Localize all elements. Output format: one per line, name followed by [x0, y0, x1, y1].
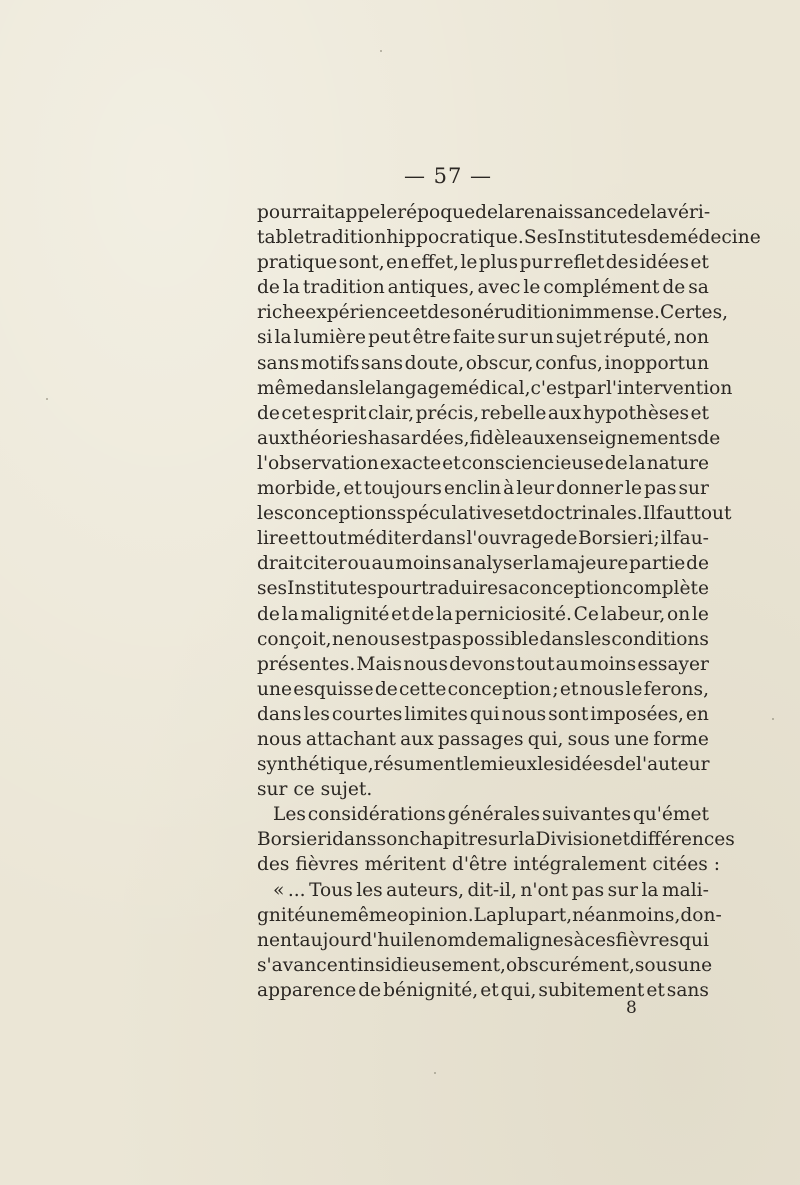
word: sans	[360, 352, 404, 374]
word: mieux	[480, 754, 538, 776]
word: de	[257, 277, 280, 299]
word: et	[559, 678, 579, 700]
word: Certes,	[659, 302, 729, 324]
word: réputé,	[603, 327, 672, 349]
signature-mark: 8	[626, 998, 637, 1018]
word: antiques,	[387, 277, 475, 299]
word: de	[475, 202, 498, 223]
word: opinion.	[397, 904, 474, 926]
word: nous	[501, 703, 547, 725]
word: des	[605, 252, 639, 274]
word: au	[555, 653, 579, 675]
word: les	[257, 503, 284, 525]
word: à	[573, 929, 585, 951]
word: riche	[257, 302, 306, 324]
word: nature	[646, 452, 709, 474]
word: morbide,	[257, 478, 342, 500]
word: enclin	[443, 478, 502, 500]
word: de	[358, 979, 382, 1001]
word: qui,	[500, 979, 537, 1001]
word: époque	[406, 202, 476, 223]
word: aux	[257, 427, 291, 449]
text-line: des fièvres méritent d'être intégralement citées :	[257, 854, 720, 876]
word: générales	[447, 804, 541, 826]
text-line	[257, 300, 729, 325]
word: le	[407, 929, 425, 951]
word: dit-il,	[467, 879, 517, 901]
word: courtes	[331, 703, 403, 725]
word: qui,	[527, 728, 564, 750]
word: Ce	[573, 603, 599, 625]
word: perniciosité.	[454, 603, 572, 625]
word: tradition	[304, 227, 387, 249]
word: Les	[273, 804, 306, 826]
word: renaissance	[515, 202, 628, 223]
word: obscur,	[465, 352, 534, 374]
word: sujet	[555, 327, 602, 349]
word: sur	[607, 879, 638, 901]
word: de	[427, 302, 451, 324]
word: le	[691, 603, 709, 625]
word: plupart,	[497, 904, 573, 926]
text-line	[257, 752, 709, 777]
text-line	[257, 200, 709, 225]
text-line	[257, 275, 709, 300]
word: une	[305, 904, 341, 926]
word: Il	[642, 503, 656, 525]
word: et	[391, 603, 410, 625]
word: la	[281, 603, 299, 625]
word: leur	[516, 478, 555, 500]
word: de	[613, 754, 637, 776]
word: au	[371, 553, 395, 575]
word: c'est	[530, 377, 575, 399]
word: si	[257, 327, 273, 349]
word: lumière	[293, 327, 367, 349]
word: et	[480, 979, 499, 1001]
word: sans	[666, 979, 709, 1001]
word: table	[257, 227, 305, 249]
word: donner	[556, 478, 624, 500]
word: de	[465, 929, 489, 951]
word: la	[274, 327, 292, 349]
word: spéculatives	[396, 503, 513, 525]
word: doctrinales.	[531, 503, 643, 525]
word: chapitre	[409, 829, 489, 851]
word: néanmoins,	[572, 904, 681, 926]
word: nous	[403, 653, 448, 675]
word: la	[628, 452, 646, 474]
paper-speck	[380, 50, 382, 52]
word: hasardées,	[367, 427, 470, 449]
word: sans	[257, 352, 300, 374]
word: hypothèses	[582, 402, 689, 424]
word: la	[533, 553, 551, 575]
word: de	[662, 277, 686, 299]
word: érudition	[483, 302, 570, 324]
text-line	[257, 225, 761, 250]
word: idées	[563, 754, 614, 776]
word: résument	[373, 754, 464, 776]
word: analyser	[452, 553, 533, 575]
word: consciencieuse	[461, 452, 604, 474]
word: même	[257, 377, 315, 399]
word: moins	[579, 653, 637, 675]
word: est	[400, 628, 429, 650]
word: une	[257, 678, 292, 700]
word: clair,	[367, 402, 415, 424]
word: et	[611, 829, 630, 851]
word: non	[673, 327, 709, 349]
word: la	[650, 202, 668, 223]
word: complément	[543, 277, 660, 299]
paper-speck	[434, 1072, 436, 1074]
word: idées	[639, 252, 690, 274]
word: ou	[347, 553, 371, 575]
word: doute,	[404, 352, 465, 374]
word: drait	[257, 553, 303, 575]
word: forme	[653, 728, 709, 750]
word: et	[408, 302, 428, 324]
word: le	[625, 678, 643, 700]
paper-speck	[772, 718, 774, 720]
word: de	[604, 452, 628, 474]
word: nent	[257, 929, 300, 951]
word: ;	[653, 528, 660, 550]
word: à	[503, 478, 515, 500]
word: sous	[634, 954, 678, 976]
word: véri-	[667, 202, 711, 223]
text-line	[257, 953, 713, 978]
word: dans	[314, 377, 359, 399]
word: et	[690, 402, 709, 424]
word: cet	[281, 402, 311, 424]
word: théories	[290, 427, 368, 449]
word: sur	[678, 478, 709, 500]
word: labeur,	[600, 603, 666, 625]
word: les	[584, 628, 611, 650]
word: n'ont	[520, 879, 569, 901]
word: subitement	[538, 979, 645, 1001]
word: sur	[497, 327, 528, 349]
word: et	[512, 503, 532, 525]
word: on	[667, 603, 691, 625]
word: considérations	[307, 804, 446, 826]
word: un	[529, 327, 554, 349]
word: Mais	[356, 653, 403, 675]
word: essayer	[637, 653, 709, 675]
word: différences	[629, 829, 735, 851]
word: tout	[308, 528, 347, 550]
word: conditions	[611, 628, 709, 650]
word: obscurément,	[505, 954, 635, 976]
text-line	[257, 401, 709, 426]
word: de	[257, 603, 280, 625]
word: nous	[355, 628, 401, 650]
word: par	[574, 377, 606, 399]
word: exacte	[379, 452, 442, 474]
text-line: sur ce sujet.	[257, 779, 373, 801]
word: méditer	[346, 528, 421, 550]
word: les	[303, 703, 330, 725]
text-line	[257, 978, 709, 1003]
word: fièvres	[615, 929, 680, 951]
word: son	[450, 302, 483, 324]
text-line	[257, 727, 709, 752]
word: de	[686, 553, 709, 575]
word: Division	[535, 829, 612, 851]
word: Borsieri	[577, 528, 654, 550]
word: auteurs,	[386, 879, 465, 901]
text-line	[257, 551, 709, 576]
word: nous	[257, 728, 302, 750]
text-line	[257, 827, 735, 852]
word: sont	[548, 703, 589, 725]
word: imposées,	[590, 703, 684, 725]
word: l'observation	[257, 452, 379, 474]
word: une	[614, 728, 650, 750]
word: langage	[375, 377, 451, 399]
word: possible	[462, 628, 540, 650]
word: sa	[498, 578, 519, 600]
word: La	[473, 904, 498, 926]
word: une	[677, 954, 713, 976]
word: sa	[688, 277, 709, 299]
word: en	[685, 703, 709, 725]
word: la	[498, 202, 516, 223]
word: et	[442, 452, 461, 474]
word: la	[282, 277, 300, 299]
text-line	[257, 576, 709, 601]
word: limites	[404, 703, 468, 725]
word: pas	[571, 879, 605, 901]
word: le	[460, 252, 478, 274]
word: le	[358, 377, 376, 399]
word: faite	[452, 327, 496, 349]
word: les	[356, 879, 383, 901]
word: lire	[257, 528, 289, 550]
word: en	[386, 252, 410, 274]
word: ses	[257, 578, 288, 600]
word: qui	[679, 929, 709, 951]
word: pur	[519, 252, 553, 274]
word: expérience	[305, 302, 409, 324]
text-line	[257, 802, 709, 827]
word: tout	[693, 503, 732, 525]
word: synthétique,	[257, 754, 374, 776]
text-line	[257, 250, 709, 275]
word: de	[257, 402, 280, 424]
word: bénignité,	[383, 979, 479, 1001]
word: nom	[424, 929, 466, 951]
word: attachant	[305, 728, 396, 750]
word: dans	[257, 703, 302, 725]
body-text	[257, 200, 761, 1003]
word: s'avancent	[257, 954, 358, 976]
word: dans	[332, 829, 377, 851]
word: ...	[287, 879, 306, 901]
word: sur	[488, 829, 519, 851]
word: la	[518, 829, 536, 851]
word: fau-	[672, 528, 709, 550]
word: nous	[579, 678, 625, 700]
word: même	[340, 904, 398, 926]
word: suivantes	[541, 804, 631, 826]
text-line	[257, 376, 733, 401]
text-line	[257, 903, 722, 928]
word: ferons,	[643, 678, 709, 700]
word: conceptions	[283, 503, 397, 525]
word: inopportun	[604, 352, 709, 374]
word: peut	[368, 327, 411, 349]
word: moins	[395, 553, 452, 575]
word: apparence	[257, 979, 357, 1001]
word: de	[646, 227, 670, 249]
text-line	[257, 878, 709, 903]
word: de	[374, 678, 398, 700]
word: les	[537, 754, 564, 776]
word: traduire	[420, 578, 499, 600]
word: don-	[680, 904, 722, 926]
word: conçoit,	[257, 628, 332, 650]
word: «	[273, 879, 285, 901]
word: toujours	[363, 478, 442, 500]
word: majeure	[550, 553, 629, 575]
word: dans	[421, 528, 466, 550]
word: tradition	[302, 277, 385, 299]
word: gnité	[257, 904, 306, 926]
text-line	[257, 602, 709, 627]
word: qui	[469, 703, 500, 725]
text-line	[257, 451, 709, 476]
word: tout	[516, 653, 555, 675]
word: l'intervention	[605, 377, 733, 399]
word: de	[697, 427, 721, 449]
paper-speck	[46, 398, 48, 400]
word: partie	[629, 553, 686, 575]
word: le	[523, 277, 541, 299]
word: Institutes	[287, 578, 377, 600]
word: de	[627, 202, 651, 223]
word: précis,	[415, 402, 480, 424]
text-line	[257, 476, 709, 501]
word: enseignements	[555, 427, 698, 449]
text-line	[257, 627, 709, 652]
word: médecine	[669, 227, 761, 249]
word: malignité	[300, 603, 390, 625]
word: conception	[447, 678, 552, 700]
word: esprit	[311, 402, 367, 424]
word: qu'émet	[632, 804, 709, 826]
word: médical,	[450, 377, 531, 399]
word: l'auteur	[636, 754, 710, 776]
word: et	[343, 478, 362, 500]
word: avec	[477, 277, 521, 299]
word: citer	[303, 553, 347, 575]
word: fidèle	[469, 427, 522, 449]
text-line	[257, 325, 709, 350]
word: aux	[521, 427, 556, 449]
word: insidieusement,	[357, 954, 506, 976]
word: confus,	[535, 352, 603, 374]
text-line	[257, 526, 709, 551]
word: pour	[376, 578, 421, 600]
word: la	[435, 603, 454, 625]
word: et	[646, 979, 665, 1001]
text-line	[257, 652, 709, 677]
word: immense.	[569, 302, 660, 324]
word: mali-	[661, 879, 709, 901]
word: aux	[400, 728, 434, 750]
text-line	[257, 702, 709, 727]
word: passages	[437, 728, 524, 750]
word: Borsieri	[257, 829, 333, 851]
word: sous	[567, 728, 610, 750]
word: effet,	[410, 252, 460, 274]
word: son	[376, 829, 410, 851]
text-line	[257, 677, 709, 702]
word: devons	[449, 653, 516, 675]
word: de	[554, 528, 578, 550]
word: de	[411, 603, 435, 625]
word: le	[625, 478, 642, 500]
word: il	[660, 528, 673, 550]
word: esquisse	[293, 678, 374, 700]
word: complète	[622, 578, 709, 600]
word: la	[641, 879, 659, 901]
word: reflet	[553, 252, 605, 274]
word: dans	[539, 628, 584, 650]
word: hippocratique.	[386, 227, 524, 249]
word: le	[463, 754, 481, 776]
text-line	[257, 426, 721, 451]
word: pratique	[257, 252, 338, 274]
word: faut	[655, 503, 694, 525]
word: pas	[429, 628, 462, 650]
word: présentes.	[257, 653, 356, 675]
word: conception	[518, 578, 623, 600]
word: ;	[552, 678, 559, 700]
word: ces	[584, 929, 616, 951]
word: Tous	[309, 879, 353, 901]
text-line	[257, 928, 709, 953]
word: aujourd'hui	[299, 929, 408, 951]
word: malignes	[488, 929, 574, 951]
word: plus	[478, 252, 519, 274]
word: pourrait	[257, 202, 335, 223]
word: Ses	[523, 227, 558, 249]
word: aux	[547, 402, 582, 424]
word: sont,	[338, 252, 385, 274]
word: Institutes	[557, 227, 647, 249]
word: et	[690, 252, 709, 274]
word: ne	[331, 628, 355, 650]
word: être	[412, 327, 451, 349]
text-line	[257, 501, 732, 526]
word: cette	[399, 678, 447, 700]
text-line	[257, 351, 709, 376]
page-number-header: — 57 —	[403, 164, 493, 188]
word: appeler	[334, 202, 407, 223]
word: l'ouvrage	[466, 528, 554, 550]
word: rebelle	[480, 402, 547, 424]
word: et	[289, 528, 308, 550]
word: pas	[643, 478, 677, 500]
word: motifs	[300, 352, 360, 374]
